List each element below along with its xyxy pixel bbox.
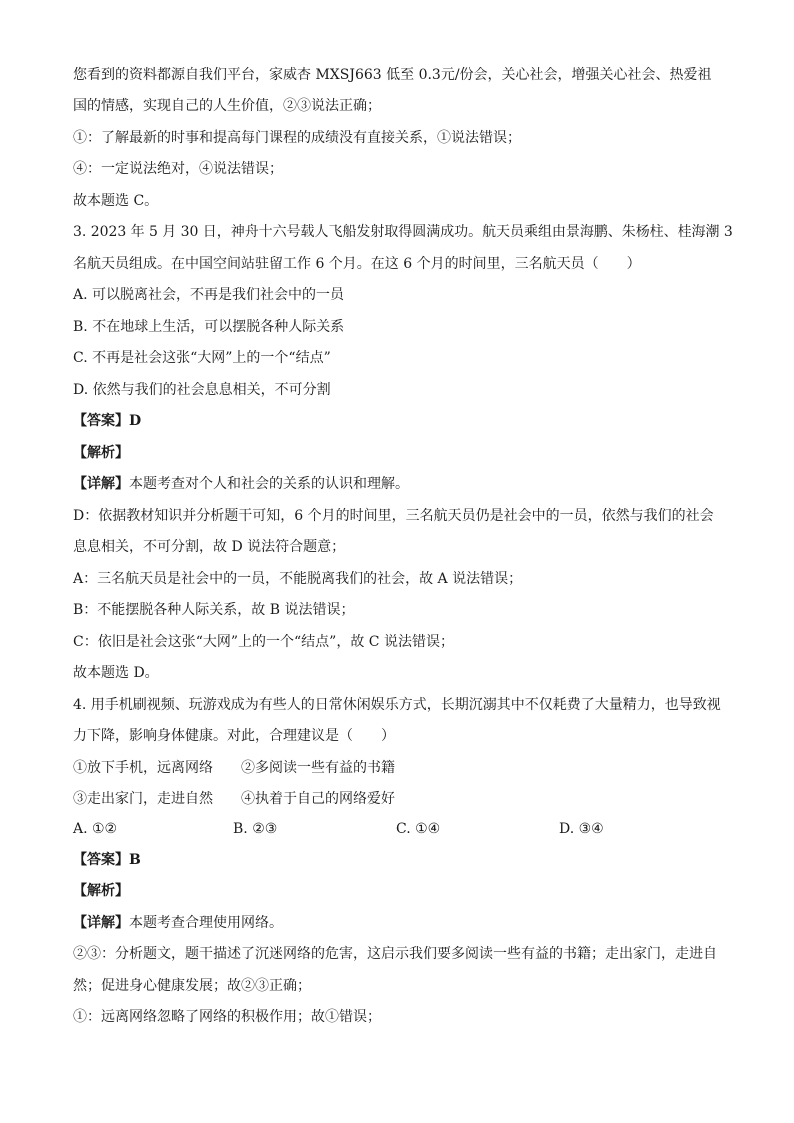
option-b: B. 不在地球上生活，可以摆脱各种人际关系 [73,319,345,335]
question-4-stem: 力下降，影响身体健康。对此，合理建议是（ ） [73,728,395,744]
detail-label: 【详解】 [73,915,129,931]
question-3-stem: 3. 2023 年 5 月 30 日，神舟十六号载人飞船发射取得圆满成功。航天员乘组由景海鹏、朱杨柱、桂海潮 3 [73,224,733,240]
detail-text: 本题考查合理使用网络。 [129,915,283,931]
choice-line: ①放下手机，远离网络 ②多阅读一些有益的书籍 [73,760,395,776]
answer-label: 【答案】D [73,413,142,429]
detail-label: 【详解】 [73,476,129,492]
text-line: ①：远离网络忽略了网络的积极作用；故①错误； [73,1009,381,1025]
answer-options [73,819,733,839]
text-line: 故本题选 C。 [73,193,159,209]
text-line: 您看到的资料都源自我们平台，家威杏 MXSJ663 低至 0.3元/份会，关心社会，增强关心社会、热爱祖 [73,67,712,83]
text-line: B：不能摆脱各种人际关系，故 B 说法错误； [73,602,355,618]
text-line: ①：了解最新的时事和提高每门课程的成绩没有直接关系，①说法错误； [73,130,521,146]
analysis-label: 【解析】 [73,883,129,899]
detail-text: 本题考查对个人和社会的关系的认识和理解。 [129,476,409,492]
option-d: D. ③④ [559,821,604,837]
text-line: ②③：分析题文，题干描述了沉迷网络的危害，这启示我们要多阅读一些有益的书籍；走出家门，走进自 [73,946,717,962]
question-3-stem: 名航天员组成。在中国空间站驻留工作 6 个月。在这 6 个月的时间里，三名航天员（ ） [73,256,641,272]
analysis-label: 【解析】 [73,445,129,461]
text-line: 故本题选 D。 [73,665,159,681]
option-c: C. 不再是社会这张“大网”上的一个“结点” [73,350,331,366]
choice-line: ③走出家门，走进自然 ④执着于自己的网络爱好 [73,791,395,807]
text-line: 然；促进身心健康发展；故②③正确； [73,978,311,994]
option-a: A. ①② [73,821,118,837]
option-b: B. ②③ [233,821,278,837]
text-line: D：依据教材知识并分析题干可知，6 个月的时间里，三名航天员仍是社会中的一员，依然与我们的社会 [73,508,714,524]
option-a: A. 可以脱离社会，不再是我们社会中的一员 [73,287,345,303]
option-d: D. 依然与我们的社会息息相关，不可分割 [73,382,331,398]
detail-line [73,474,409,494]
detail-line [73,913,283,933]
text-line: 息息相关，不可分割，故 D 说法符合题意； [73,539,346,555]
text-line: ④：一定说法绝对，④说法错误； [73,161,283,177]
text-line: C：依旧是社会这张“大网”上的一个“结点”，故 C 说法错误； [73,634,454,650]
text-line: A：三名航天员是社会中的一员，不能脱离我们的社会，故 A 说法错误； [73,571,523,587]
question-4-stem: 4. 用手机刷视频、玩游戏成为有些人的日常休闲娱乐方式，长期沉溺其中不仅耗费了大量精力，也导致视 [73,697,721,713]
option-c: C. ①④ [396,821,441,837]
text-line: 国的情感，实现自己的人生价值，②③说法正确； [73,98,381,114]
answer-label: 【答案】B [73,852,141,868]
